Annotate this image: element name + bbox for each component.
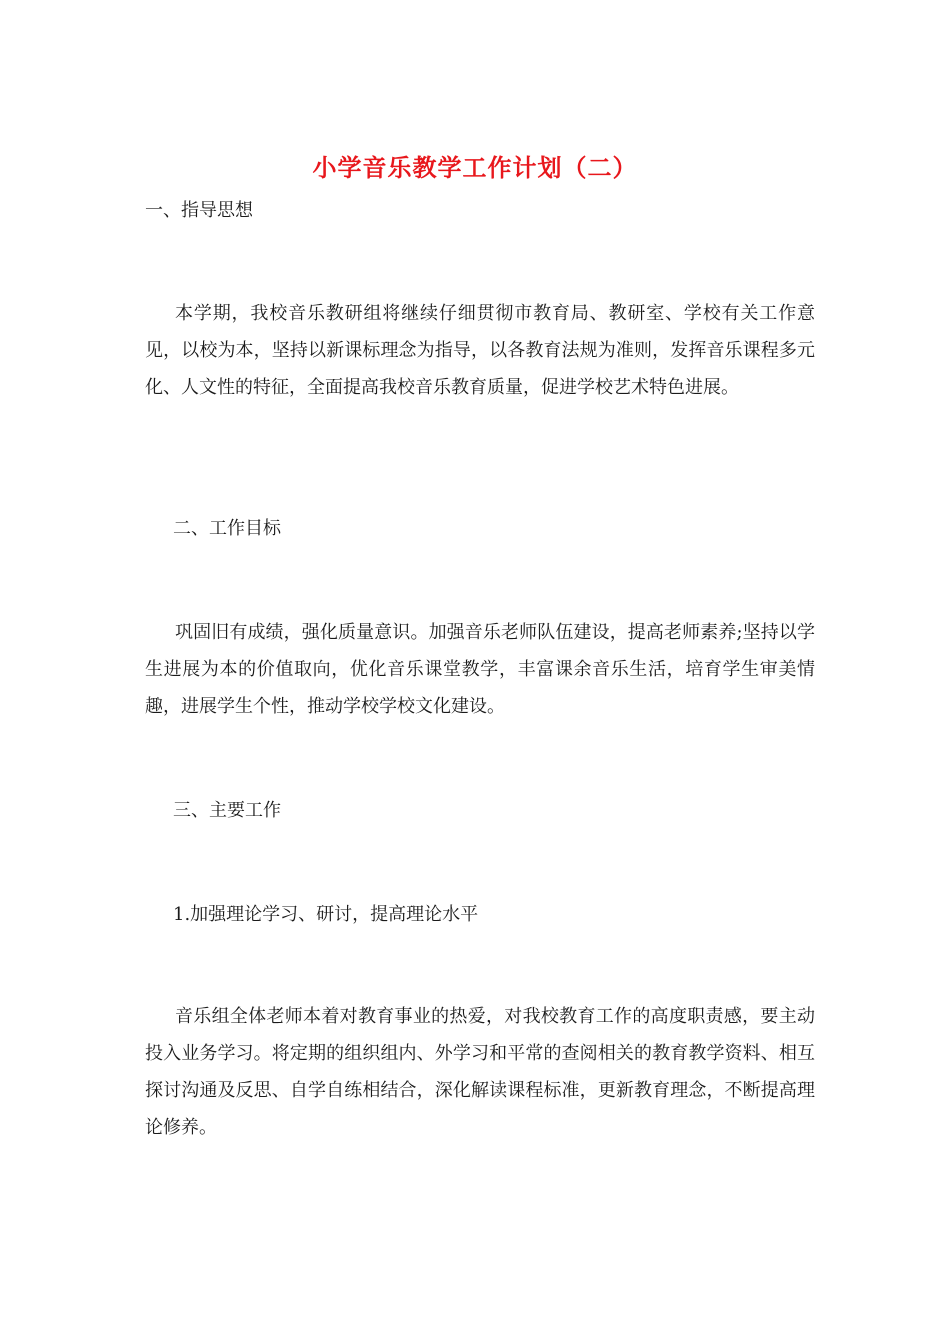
paragraph-guiding-ideology: 本学期，我校音乐教研组将继续仔细贯彻市教育局、教研室、学校有关工作意见，以校为本，坚持以新课标理念为指导，以各教育法规为准则，发挥音乐课程多元化、人文性的特征，全面提高我校音乐教育质量，促进学校艺术特色进展。 xyxy=(145,303,815,398)
paragraph-theory-study: 音乐组全体老师本着对教育事业的热爱，对我校教育工作的高度职责感，要主动投入业务学习。将定期的组织组内、外学习和平常的查阅相关的教育教学资料、相互探讨沟通及反思、自学自练相结合，深化解读课程标准，更新教育理念，不断提高理论修养。 xyxy=(145,1006,815,1138)
paragraph-work-goals: 巩固旧有成绩，强化质量意识。加强音乐老师队伍建设，提高老师素养;坚持以学生进展为本的价值取向，优化音乐课堂教学，丰富课余音乐生活，培育学生审美情趣，进展学生个性，推动学校学校文化建设。 xyxy=(145,622,815,717)
subsection-heading-theory-study: 1.加强理论学习、研讨，提高理论水平 xyxy=(173,904,479,925)
section-heading-guiding-ideology: 一、指导思想 xyxy=(145,200,253,221)
section-heading-main-work: 三、主要工作 xyxy=(173,800,281,821)
document-title: 小学音乐教学工作计划（二） xyxy=(312,153,638,182)
section-heading-work-goals: 二、工作目标 xyxy=(173,518,281,539)
